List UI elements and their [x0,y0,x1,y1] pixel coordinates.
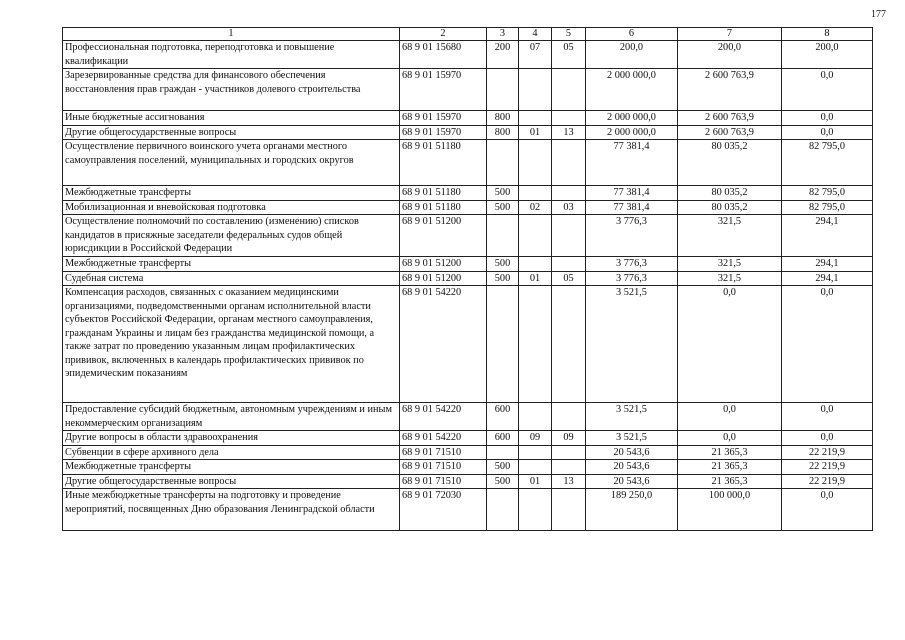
row-amount-year-1: 3 521,5 [586,431,678,446]
row-description: Осуществление полномочий по составлению (изменению) списков кандидатов в присяжные заседатели федеральных судов общей юрисдикции в Российской Федерации [63,215,400,257]
row-amount-year-2: 321,5 [678,271,782,286]
row-expense-type: 500 [487,474,519,489]
table-row [63,215,873,257]
row-amount-year-1: 189 250,0 [586,489,678,531]
row-amount-year-3: 82 795,0 [782,200,873,215]
row-expense-type: 600 [487,403,519,431]
row-amount-year-3: 294,1 [782,257,873,272]
column-header: 7 [678,28,782,41]
row-section [519,111,552,126]
row-code: 68 9 01 71510 [400,460,487,475]
row-expense-type [487,140,519,186]
row-code: 68 9 01 15680 [400,41,487,69]
row-amount-year-1: 20 543,6 [586,474,678,489]
row-section [519,215,552,257]
row-section [519,286,552,403]
row-amount-year-2: 200,0 [678,41,782,69]
row-amount-year-2: 2 600 763,9 [678,125,782,140]
row-code: 68 9 01 15970 [400,111,487,126]
table-row [63,111,873,126]
row-amount-year-1: 3 776,3 [586,271,678,286]
table-row [63,200,873,215]
table-row [63,140,873,186]
row-amount-year-3: 22 219,9 [782,460,873,475]
row-amount-year-1: 20 543,6 [586,460,678,475]
header-row [63,28,873,41]
row-subsection [552,140,586,186]
column-header: 5 [552,28,586,41]
row-description: Межбюджетные трансферты [63,186,400,201]
row-amount-year-1: 3 776,3 [586,215,678,257]
row-section: 02 [519,200,552,215]
page-number: 177 [871,9,886,20]
row-subsection [552,215,586,257]
row-code: 68 9 01 51180 [400,200,487,215]
row-section [519,445,552,460]
row-expense-type [487,489,519,531]
row-code: 68 9 01 15970 [400,69,487,111]
row-subsection: 13 [552,474,586,489]
row-expense-type: 800 [487,125,519,140]
row-subsection [552,186,586,201]
row-description: Осуществление первичного воинского учета органами местного самоуправления поселений, муниципальных и городских округов [63,140,400,186]
row-amount-year-3: 82 795,0 [782,140,873,186]
row-subsection: 03 [552,200,586,215]
row-amount-year-2: 21 365,3 [678,445,782,460]
row-description: Мобилизационная и вневойсковая подготовка [63,200,400,215]
column-header: 4 [519,28,552,41]
row-code: 68 9 01 54220 [400,431,487,446]
budget-table [62,27,873,531]
row-section [519,186,552,201]
row-amount-year-1: 2 000 000,0 [586,111,678,126]
row-amount-year-2: 0,0 [678,403,782,431]
row-subsection [552,403,586,431]
row-amount-year-2: 21 365,3 [678,460,782,475]
row-code: 68 9 01 54220 [400,286,487,403]
row-expense-type: 500 [487,186,519,201]
row-subsection: 05 [552,271,586,286]
row-amount-year-2: 100 000,0 [678,489,782,531]
row-description: Иные межбюджетные трансферты на подготовку и проведение мероприятий, посвященных Дню образования Ленинградской области [63,489,400,531]
table-row [63,403,873,431]
row-code: 68 9 01 72030 [400,489,487,531]
row-description: Судебная система [63,271,400,286]
row-expense-type [487,215,519,257]
row-description: Зарезервированные средства для финансового обеспечения восстановления прав граждан - участников долевого строительства [63,69,400,111]
table-row [63,41,873,69]
row-amount-year-2: 0,0 [678,286,782,403]
row-subsection: 09 [552,431,586,446]
row-amount-year-3: 0,0 [782,403,873,431]
row-description: Межбюджетные трансферты [63,257,400,272]
row-expense-type [487,286,519,403]
row-amount-year-3: 82 795,0 [782,186,873,201]
row-subsection: 13 [552,125,586,140]
column-header: 6 [586,28,678,41]
column-header: 2 [400,28,487,41]
column-header: 8 [782,28,873,41]
row-expense-type: 500 [487,460,519,475]
table-row [63,474,873,489]
table-row [63,489,873,531]
row-amount-year-3: 0,0 [782,431,873,446]
row-section: 09 [519,431,552,446]
row-description: Другие общегосударственные вопросы [63,125,400,140]
row-subsection [552,69,586,111]
row-subsection [552,257,586,272]
row-section [519,257,552,272]
row-description: Межбюджетные трансферты [63,460,400,475]
row-amount-year-2: 2 600 763,9 [678,111,782,126]
row-amount-year-3: 22 219,9 [782,445,873,460]
row-amount-year-2: 0,0 [678,431,782,446]
row-amount-year-3: 0,0 [782,489,873,531]
row-amount-year-3: 200,0 [782,41,873,69]
row-section [519,69,552,111]
row-amount-year-2: 321,5 [678,257,782,272]
table-row [63,431,873,446]
row-expense-type: 500 [487,257,519,272]
row-expense-type [487,445,519,460]
row-subsection [552,286,586,403]
row-amount-year-3: 0,0 [782,286,873,403]
row-subsection: 05 [552,41,586,69]
row-amount-year-1: 77 381,4 [586,200,678,215]
row-amount-year-2: 2 600 763,9 [678,69,782,111]
row-amount-year-3: 22 219,9 [782,474,873,489]
row-expense-type: 500 [487,271,519,286]
row-amount-year-2: 80 035,2 [678,200,782,215]
row-description: Другие вопросы в области здравоохранения [63,431,400,446]
row-code: 68 9 01 71510 [400,445,487,460]
row-description: Иные бюджетные ассигнования [63,111,400,126]
row-amount-year-3: 0,0 [782,111,873,126]
row-description: Профессиональная подготовка, переподготовка и повышение квалификации [63,41,400,69]
table-row [63,257,873,272]
row-amount-year-1: 2 000 000,0 [586,125,678,140]
row-amount-year-1: 3 776,3 [586,257,678,272]
table-row [63,271,873,286]
row-code: 68 9 01 15970 [400,125,487,140]
row-amount-year-1: 77 381,4 [586,186,678,201]
row-section: 01 [519,271,552,286]
row-amount-year-3: 294,1 [782,215,873,257]
row-expense-type: 500 [487,200,519,215]
row-code: 68 9 01 51200 [400,257,487,272]
row-description: Другие общегосударственные вопросы [63,474,400,489]
row-amount-year-1: 200,0 [586,41,678,69]
row-description: Компенсация расходов, связанных с оказанием медицинскими организациями, подведомственными органам исполнительной власти субъектов Российской Федерации, органам местного самоуправления, гражданам Украины и лицам без гражданства медицинской помощи, а также затрат по проведению указанным лицам профилактических прививок, включенных в календарь профилактических прививок по эпидемическим показаниям [63,286,400,403]
row-description: Субвенции в сфере архивного дела [63,445,400,460]
row-amount-year-1: 20 543,6 [586,445,678,460]
table-row [63,69,873,111]
row-subsection [552,445,586,460]
row-amount-year-1: 3 521,5 [586,403,678,431]
row-code: 68 9 01 51200 [400,215,487,257]
row-description: Предоставление субсидий бюджетным, автономным учреждениям и иным некоммерческим организациям [63,403,400,431]
row-subsection [552,460,586,475]
row-amount-year-2: 80 035,2 [678,140,782,186]
row-amount-year-1: 2 000 000,0 [586,69,678,111]
column-header: 3 [487,28,519,41]
row-amount-year-1: 77 381,4 [586,140,678,186]
row-code: 68 9 01 51180 [400,186,487,201]
row-amount-year-2: 321,5 [678,215,782,257]
row-code: 68 9 01 71510 [400,474,487,489]
row-expense-type: 200 [487,41,519,69]
table-row [63,286,873,403]
row-code: 68 9 01 51200 [400,271,487,286]
row-amount-year-2: 21 365,3 [678,474,782,489]
table-row [63,445,873,460]
row-amount-year-3: 0,0 [782,69,873,111]
row-section [519,140,552,186]
row-amount-year-3: 0,0 [782,125,873,140]
row-expense-type: 800 [487,111,519,126]
row-amount-year-2: 80 035,2 [678,186,782,201]
row-section: 01 [519,125,552,140]
row-expense-type: 600 [487,431,519,446]
row-section: 01 [519,474,552,489]
table-row [63,186,873,201]
table-body [63,41,873,531]
row-amount-year-1: 3 521,5 [586,286,678,403]
row-subsection [552,111,586,126]
row-section [519,403,552,431]
row-amount-year-3: 294,1 [782,271,873,286]
row-code: 68 9 01 51180 [400,140,487,186]
row-section: 07 [519,41,552,69]
row-section [519,489,552,531]
table-row [63,460,873,475]
row-subsection [552,489,586,531]
table-row [63,125,873,140]
column-header: 1 [63,28,400,41]
row-code: 68 9 01 54220 [400,403,487,431]
row-section [519,460,552,475]
row-expense-type [487,69,519,111]
